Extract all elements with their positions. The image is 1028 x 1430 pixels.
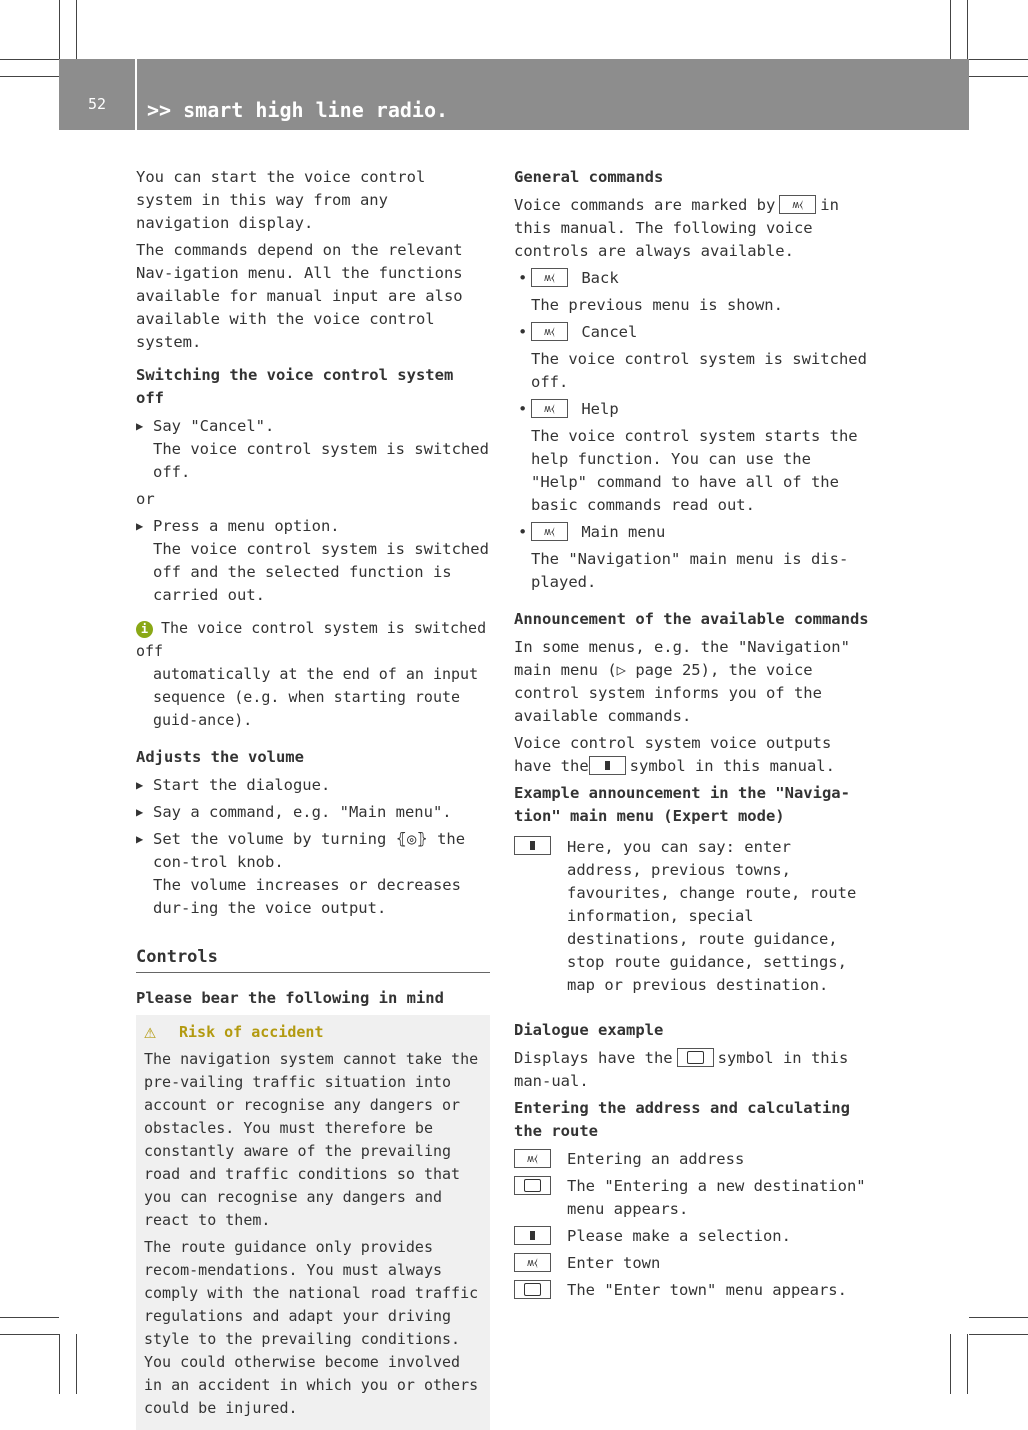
info-icon: i bbox=[136, 621, 153, 638]
bullet-dot: • bbox=[518, 523, 528, 541]
text-part: Voice control system voice outputs have the bbox=[514, 734, 832, 775]
dialogue-row bbox=[514, 1279, 870, 1302]
warning-title bbox=[144, 1021, 482, 1044]
dialogue-text: The "Entering a new destination" menu appears. bbox=[567, 1177, 866, 1218]
speaker-output-icon bbox=[514, 1226, 551, 1245]
example-announcement bbox=[514, 836, 870, 997]
crop-mark bbox=[76, 0, 77, 59]
step-result: The voice control system is switched off. bbox=[153, 440, 489, 481]
crop-mark bbox=[950, 1334, 951, 1394]
header-divider bbox=[135, 59, 137, 130]
crop-mark bbox=[969, 59, 1028, 60]
speaker-output-icon bbox=[514, 836, 551, 855]
announcement-text bbox=[514, 732, 870, 778]
crop-mark bbox=[59, 0, 60, 59]
step-arrow-icon: ▶ bbox=[136, 805, 144, 819]
control-knob-icon: ⦃◎⦄ bbox=[395, 830, 428, 848]
bullet-dot: • bbox=[518, 269, 528, 287]
step-item bbox=[136, 774, 490, 797]
command-label: Cancel bbox=[581, 323, 638, 341]
right-column bbox=[514, 166, 870, 1306]
step-text bbox=[153, 828, 490, 874]
command-desc: The voice control system starts the help function. You can use the "Help" command to have all of the basic commands read out. bbox=[531, 427, 858, 514]
note-text: automatically at the end of an input sequence (e.g. when starting route guid-ance). bbox=[153, 665, 479, 729]
warning-text: The navigation system cannot take the pre-vailing traffic situation into account or recognise any dangers or obstacles. You must therefore be constantly aware of the prevailing road and traffic conditions so that you can recognise any dangers and react to them. bbox=[144, 1050, 479, 1229]
example-text: Here, you can say: enter address, previous towns, favourites, change route, route information, special destinations, route guidance, stop route guidance, settings, map or previous destination. bbox=[567, 838, 857, 994]
display-icon bbox=[677, 1048, 714, 1067]
crop-mark bbox=[0, 1317, 59, 1318]
speaker-output-icon bbox=[589, 756, 626, 775]
command-item bbox=[514, 267, 870, 317]
info-note bbox=[136, 617, 490, 732]
dialogue-row bbox=[514, 1252, 870, 1275]
voice-command-icon bbox=[531, 522, 568, 541]
intro-paragraph: The commands depend on the relevant Nav-igation menu. All the functions available for manual input are also available with the voice control system. bbox=[136, 241, 463, 351]
voice-glyph: ʍ⧼ bbox=[792, 198, 804, 211]
step-item bbox=[136, 801, 490, 824]
crop-mark bbox=[969, 1334, 1028, 1335]
command-label: Main menu bbox=[581, 523, 666, 541]
voice-command-icon bbox=[779, 195, 816, 214]
step-text: Say "Cancel". bbox=[153, 417, 275, 435]
text-part: Displays have the bbox=[514, 1049, 673, 1067]
command-desc: The "Navigation" main menu is dis-played. bbox=[531, 550, 849, 591]
voice-glyph: ʍ⧼ bbox=[544, 525, 555, 538]
voice-command-icon bbox=[531, 268, 568, 287]
warning-title-text: Risk of accident bbox=[179, 1023, 324, 1041]
step-item bbox=[136, 515, 490, 607]
voice-glyph: ʍ⧼ bbox=[544, 402, 555, 415]
left-column bbox=[136, 166, 490, 1430]
step-text: Start the dialogue. bbox=[153, 776, 331, 794]
command-desc: The voice control system is switched off. bbox=[531, 350, 867, 391]
general-commands-heading: General commands bbox=[514, 168, 664, 186]
switch-off-heading: Switching the voice control system off bbox=[136, 366, 454, 407]
display-icon bbox=[514, 1176, 551, 1195]
command-item bbox=[514, 321, 870, 394]
announcement-text: In some menus, e.g. the "Navigation" main menu (▷ page 25), the voice control system informs you of the available commands. bbox=[514, 638, 850, 725]
step-arrow-icon: ▶ bbox=[136, 778, 144, 792]
note-text-line: The voice control system is switched off bbox=[136, 619, 487, 660]
voice-command-icon bbox=[514, 1253, 551, 1272]
step-arrow-icon: ▶ bbox=[136, 832, 144, 846]
entering-address-heading: Entering the address and calculating the route bbox=[514, 1099, 850, 1140]
step-result: The voice control system is switched off and the selected function is carried out. bbox=[153, 540, 489, 604]
bullet-dot: • bbox=[518, 323, 528, 341]
command-label: Back bbox=[581, 269, 619, 287]
step-text: Press a menu option. bbox=[153, 517, 340, 535]
general-intro bbox=[514, 194, 870, 263]
voice-command-icon bbox=[531, 322, 568, 341]
volume-heading: Adjusts the volume bbox=[136, 748, 304, 766]
announcement-heading: Announcement of the available commands bbox=[514, 610, 869, 628]
crop-mark bbox=[59, 1334, 60, 1394]
dialogue-text: Entering an address bbox=[567, 1150, 745, 1168]
crop-mark bbox=[76, 1334, 77, 1394]
crop-mark bbox=[0, 59, 59, 60]
dialogue-heading: Dialogue example bbox=[514, 1021, 664, 1039]
dialogue-text: Enter town bbox=[567, 1254, 661, 1272]
controls-heading: Controls bbox=[136, 946, 490, 973]
crop-mark bbox=[967, 1334, 968, 1394]
step-arrow-icon: ▶ bbox=[136, 519, 144, 533]
step-item bbox=[136, 415, 490, 484]
dialogue-intro bbox=[514, 1047, 870, 1093]
text-part: symbol in this manual. bbox=[629, 757, 835, 775]
dialogue-text: Please make a selection. bbox=[567, 1227, 791, 1245]
crop-mark bbox=[969, 76, 1028, 77]
warning-box bbox=[136, 1015, 490, 1430]
voice-command-icon bbox=[514, 1149, 551, 1168]
command-item bbox=[514, 398, 870, 517]
command-label: Help bbox=[581, 400, 619, 418]
step-text-part: Set the volume by turning bbox=[153, 830, 387, 848]
warning-text: The route guidance only provides recom-mendations. You must always comply with the national road traffic regulations and adapt your driving style to the prevailing conditions. You could otherwise become involved in an accident in which you or others could be injured. bbox=[144, 1238, 479, 1417]
display-icon bbox=[514, 1280, 551, 1299]
step-result: The volume increases or decreases dur-ing the voice output. bbox=[153, 876, 461, 917]
dialogue-row bbox=[514, 1175, 870, 1221]
intro-paragraph: You can start the voice control system in this way from any navigation display. bbox=[136, 168, 426, 232]
page-header bbox=[59, 59, 969, 130]
crop-mark bbox=[967, 0, 968, 59]
text-part: Voice commands are marked by bbox=[514, 196, 776, 214]
step-text: Say a command, e.g. "Main menu". bbox=[153, 803, 452, 821]
crop-mark bbox=[969, 1317, 1028, 1318]
bear-in-mind-heading: Please bear the following in mind bbox=[136, 989, 444, 1007]
dialogue-text: The "Enter town" menu appears. bbox=[567, 1281, 847, 1299]
page-number: 52 bbox=[87, 95, 107, 113]
voice-command-icon bbox=[531, 399, 568, 418]
bullet-dot: • bbox=[518, 400, 528, 418]
voice-glyph: ʍ⧼ bbox=[544, 271, 555, 284]
crop-mark bbox=[950, 0, 951, 59]
text-part: in this manual. The following voice controls are always available. bbox=[514, 196, 839, 260]
example-heading: Example announcement in the "Naviga-tion" main menu (Expert mode) bbox=[514, 784, 850, 825]
dialogue-row bbox=[514, 1225, 870, 1248]
command-desc: The previous menu is shown. bbox=[531, 296, 783, 314]
page-title: >> smart high line radio. bbox=[147, 98, 449, 122]
voice-glyph: ʍ⧼ bbox=[527, 1256, 538, 1269]
voice-glyph: ʍ⧼ bbox=[527, 1152, 538, 1165]
step-item bbox=[136, 828, 490, 920]
crop-mark bbox=[0, 76, 59, 77]
dialogue-row bbox=[514, 1148, 870, 1171]
or-text: or bbox=[136, 490, 155, 508]
step-arrow-icon: ▶ bbox=[136, 419, 144, 433]
text-part: symbol in this man-ual. bbox=[514, 1049, 849, 1090]
warning-triangle-icon: ⚠ bbox=[144, 1019, 157, 1043]
voice-glyph: ʍ⧼ bbox=[544, 325, 555, 338]
step-text-part: the con-trol knob. bbox=[153, 830, 466, 871]
crop-mark bbox=[0, 1334, 59, 1335]
command-item bbox=[514, 521, 870, 594]
